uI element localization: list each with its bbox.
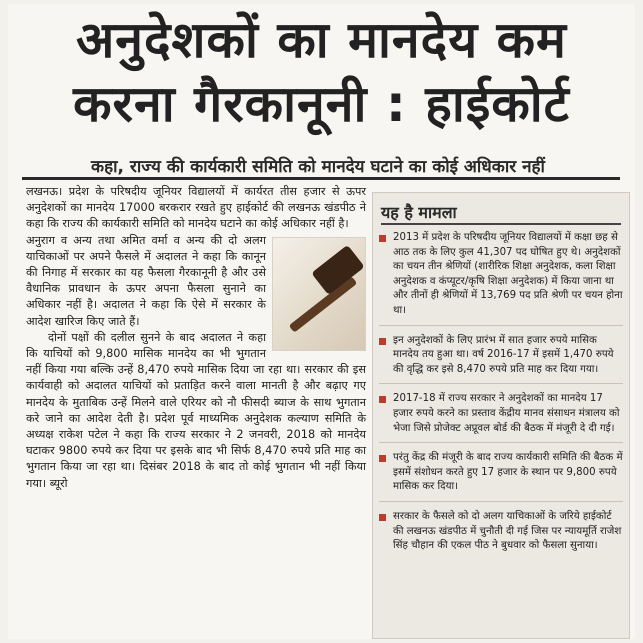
square-bullet-icon [379,455,386,462]
newspaper-clipping [8,4,635,639]
sidebar-list-item [379,451,623,502]
article-body [26,184,366,634]
sidebar-title: यह है मामला [381,203,457,222]
gavel-photo [272,237,366,351]
sidebar-list-item [379,510,623,560]
square-bullet-icon [379,396,386,403]
headline-line-2: करना गैरकानूनी : हाईकोर्ट [73,75,570,133]
headline-line-1: अनुदेशकों का मानदेय कम [76,11,567,69]
sidebar-list-item [379,392,623,443]
sidebar-item-text: सरकार के फैसले को दो अलग याचिकाओं के जरिये हाईकोर्ट की लखनऊ खंडपीठ में चुनौती दी गई जिस पर न्यायमूर्ति राजेश सिंह चौहान की एकल पीठ ने बुधवार को फैसला सुनाया। [393,510,622,552]
sidebar-item-text: इन अनुदेशकों के लिए प्रारंभ में सात हजार रुपये मासिक मानदेय तय हुआ था। वर्ष 2016-17 में इसमें 1,470 रुपये की वृद्धि कर इसे 8,470 रुपये प्रति माह कर दिया गया। [393,334,614,375]
gavel-head [311,244,364,294]
sidebar-item-text: 2013 में प्रदेश के परिषदीय जूनियर विद्यालयों में कक्षा छह से आठ तक के लिए कुल 41,307 पद घोषित हुए थे। अनुदेशकों का चयन तीन श्रेणियों (शारीरिक शिक्षा अनुदेशक, कला शिक्षा अनुदेशक व कंप्यूटर/कृषि शिक्षा अनुदेशक) में किया जाना था और तीनों ही श्रेणियों में 13,769 पद प्रति श्रेणी पर चयन होना था। [393,232,623,316]
sidebar-item-text: 2017-18 में राज्य सरकार ने अनुदेशकों का मानदेय 17 हजार रुपये करने का प्रस्ताव केंद्रीय मानव संसाधन मंत्रालय को भेजा जिसे प्रोजेक्ट अप्रूवल बोर्ड की बैठक में मंजूरी दे दी गई। [393,393,620,434]
sidebar-box [372,192,630,639]
square-bullet-icon [379,235,386,242]
sidebar-item-text: परंतु केंद्र की मंजूरी के बाद राज्य कार्यकारी समिति की बैठक में इसमें संशोधन करते हुए 17 हजार के स्थान पर 9,800 रुपये मासिक कर दिया। [393,452,623,493]
sidebar-title-rule [381,223,621,225]
subheadline-rule [22,177,620,180]
article-paragraph-1: लखनऊ। प्रदेश के परिषदीय जूनियर विद्यालयों में कार्यरत तीस हजार से ऊपर अनुदेशकों का मानदेय 17000 बरकरार रखते हुए हाईकोर्ट की लखनऊ खंडपीठ ने कहा कि राज्य की कार्यकारी समिति को मानदेय घटाने का कोई अधिकार नहीं है। [26,185,366,231]
article-paragraph-3: दोनों पक्षों की दलील सुनने के बाद अदालत ने कहा कि याचियों को 9,800 मासिक मानदेय का भी भुगतान नहीं किया गया बल्कि उन्हें 8,470 रुपये मासिक दिया जा रहा था। सरकार की इस कार्यवाही को अदालत याचियों को प्रताड़ित करने वाला मानती है और बढ़ाए गए मानदेय के मुताबिक उन्हें मिलने वाले एरियर को नौ फीसदी ब्याज के साथ भुगतान करे जाने का आदेश देती है। प्रदेश पूर्व माध्यमिक अनुदेशक कल्याण समिति के अध्यक्ष राकेश पटेल ने कहा कि राज्य सरकार ने 2 जनवरी, 2018 को मानदेय घटाकर 9800 रुपये कर दिया पर इसके बाद भी सिर्फ 8,470 रुपये प्रति माह का भुगतान किया जा रहा था। दिसंबर 2018 के बाद तो कोई भुगतान भी नहीं किया गया। ब्यूरो [26,330,366,490]
sidebar-list-item [379,334,623,385]
subheadline: कहा, राज्य की कार्यकारी समिति को मानदेय घटाने का कोई अधिकार नहीं [91,157,545,177]
sidebar-list-item [379,231,623,326]
square-bullet-icon [379,338,386,345]
sidebar-list [379,231,623,568]
square-bullet-icon [379,514,386,521]
article-paragraph-2: अनुराग व अन्य तथा अमित वर्मा व अन्य की दो अलग याचिकाओं पर अपने फैसले में अदालत ने कहा कि कानून की निगाह में सरकार का यह फैसला गैरकानूनी है और उसे वैधानिक प्रावधान के ऊपर अपना फैसला सुनाने का अधिकार नहीं है। अदालत ने कहा कि ऐसे में सरकार के आदेश खारिज किए जाते हैं। [26,233,266,328]
